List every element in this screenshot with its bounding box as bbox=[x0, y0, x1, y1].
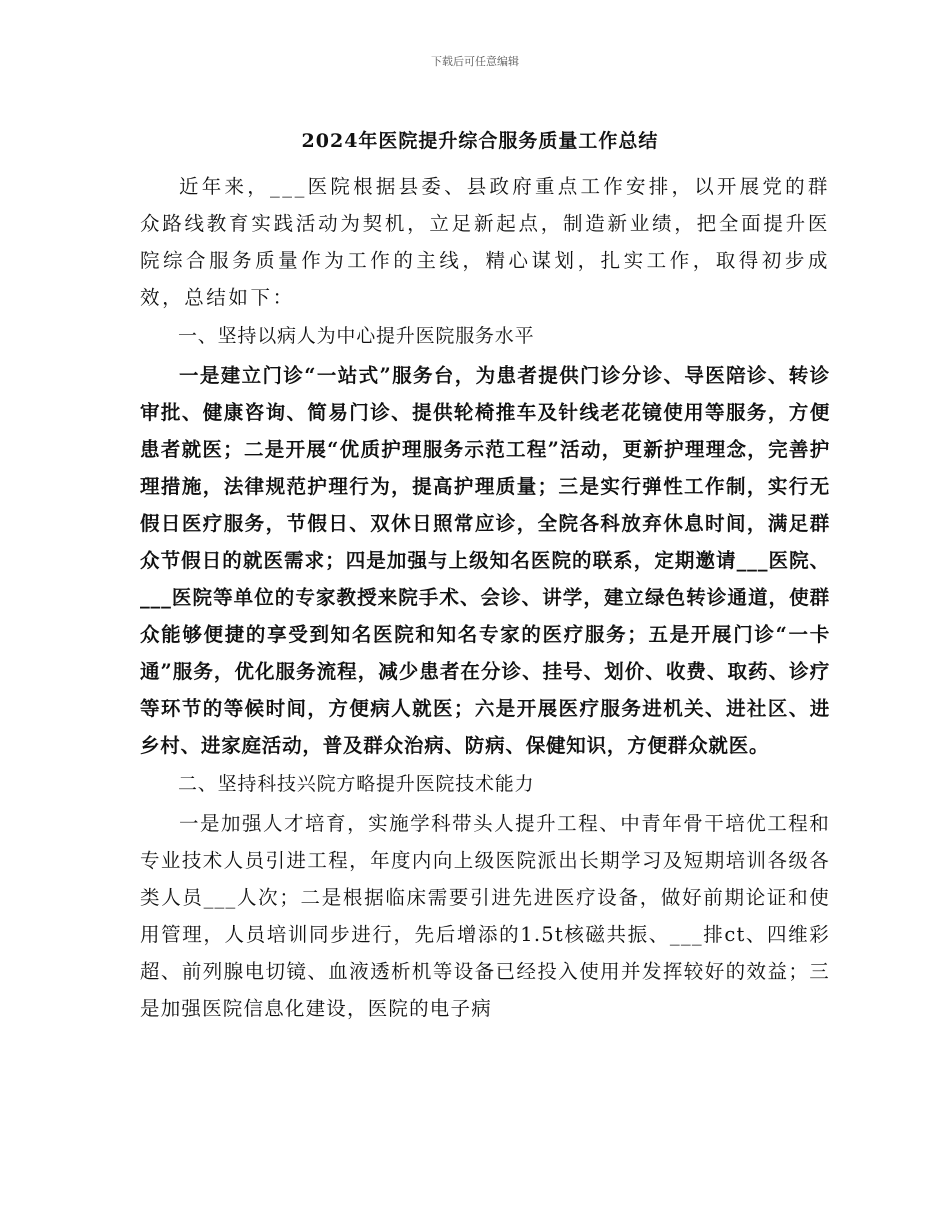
section-1-heading: 一、坚持以病人为中心提升医院服务水平 bbox=[178, 325, 535, 347]
section-2-paragraph: 一是加强人才培育，实施学科带头人提升工程、中青年骨干培优工程和专业技术人员引进工程，年度内向上级医院派出长期学习及短期培训各级各类人员___人次；二是根据临床需要引进先进医疗设备，做好前期论证和使用管理，人员培训同步进行，先后增添的1.5t核磁共振、___排ct、四维彩超、前列腺电切镜、血液透析机等设备已经投入使用并发挥较好的效益；三是加强医院信息化建设，医院的电子病 bbox=[140, 812, 830, 1020]
document-body bbox=[140, 168, 830, 1027]
section-1-paragraph: 一是建立门诊“一站式”服务台，为患者提供门诊分诊、导医陪诊、转诊审批、健康咨询、简易门诊、提供轮椅推车及针线老花镜使用等服务，方便患者就医；二是开展“优质护理服务示范工程”活动，更新护理理念，完善护理措施，法律规范护理行为，提高护理质量；三是实行弹性工作制，实行无假日医疗服务，节假日、双休日照常应诊，全院各科放弃休息时间，满足群众节假日的就医需求；四是加强与上级知名医院的联系，定期邀请___医院、___医院等单位的专家教授来院手术、会诊、讲学，建立绿色转诊通道，使群众能够便捷的享受到知名医院和知名专家的医疗服务；五是开展门诊“一卡通”服务，优化服务流程，减少患者在分诊、挂号、划价、收费、取药、诊疗等环节的等候时间，方便病人就医；六是开展医疗服务进机关、进社区、进乡村、进家庭活动，普及群众治病、防病、保健知识，方便群众就医。 bbox=[140, 364, 830, 757]
header-note: 下载后可任意编辑 bbox=[431, 55, 519, 68]
section-2-heading: 二、坚持科技兴院方略提升医院技术能力 bbox=[178, 773, 535, 795]
document-title: 2024年医院提升综合服务质量工作总结 bbox=[301, 130, 659, 152]
intro-paragraph: 近年来，___医院根据县委、县政府重点工作安排，以开展党的群众路线教育实践活动为契机，立足新起点，制造新业绩，把全面提升医院综合服务质量作为工作的主线，精心谋划，扎实工作，取得初步成效，总结如下： bbox=[140, 175, 830, 309]
